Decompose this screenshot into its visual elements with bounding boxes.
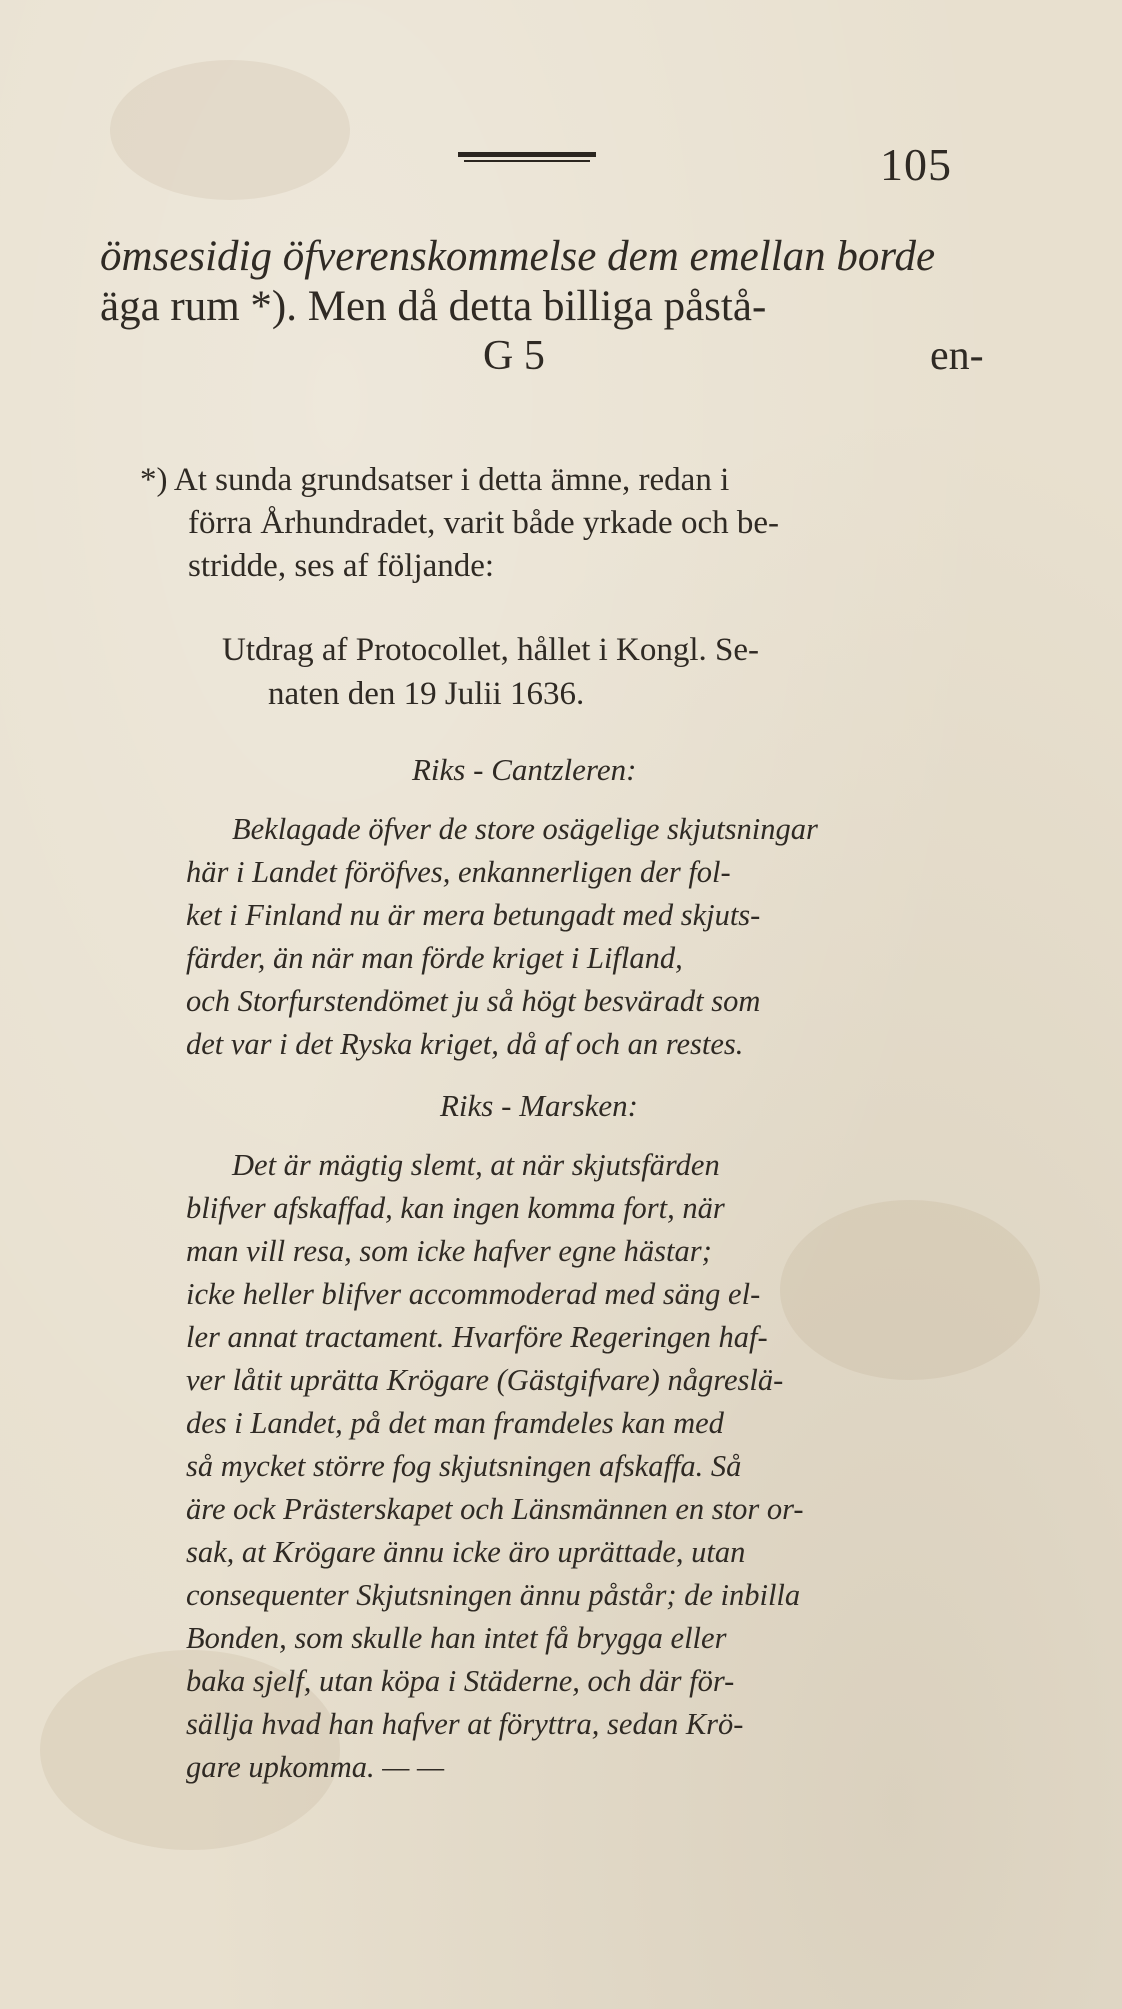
speech-line: det var i det Ryska kriget, då af och an restes. [186,1027,744,1061]
paper-stain [780,1200,1040,1380]
speech-line: färder, än när man förde kriget i Lifland, [186,941,683,975]
speech-line: sak, at Krögare ännu icke äro uprättade, utan [186,1535,746,1569]
speech-line: man vill resa, som icke hafver egne hästar; [186,1234,712,1268]
excerpt-heading-line: Utdrag af Protocollet, hållet i Kongl. Se- [222,632,760,668]
main-text-line: äga rum *). Men då detta billiga påstå- [100,283,767,330]
header-rule-thin [464,160,590,162]
speech-line: Beklagade öfver de store osägelige skjutsningar [232,812,818,846]
speaker-heading: Riks - Marsken: [440,1088,638,1123]
page-number: 105 [880,139,952,190]
speech-line: consequenter Skjutsningen ännu påstår; de inbilla [186,1578,801,1612]
speech-line: des i Landet, på det man framdeles kan med [186,1406,724,1440]
header-rule-thick [458,152,596,157]
speech-line: Det är mägtig slemt, at när skjutsfärden [232,1148,720,1182]
speech-line: och Storfurstendömet ju så högt besväradt som [186,984,761,1018]
speech-line: ket i Finland nu är mera betungadt med skjuts- [186,898,761,932]
speech-line: gare upkomma. — — [186,1750,445,1784]
speaker-heading: Riks - Cantzleren: [412,752,637,787]
speech-line: så mycket större fog skjutsningen afskaffa. Så [186,1449,742,1483]
speech-line: äre ock Prästerskapet och Länsmännen en stor or- [186,1492,804,1526]
speech-line: baka sjelf, utan köpa i Städerne, och där för- [186,1664,735,1698]
speech-line: blifver afskaffad, kan ingen komma fort, när [186,1191,725,1225]
footnote-line: *) At sunda grundsatser i detta ämne, redan i [140,462,730,498]
paper-stain [110,60,350,200]
catchword: en- [930,333,984,379]
signature-mark: G 5 [483,333,545,379]
speech-line: Bonden, som skulle han intet få brygga eller [186,1621,727,1655]
footnote-line: förra Århundradet, varit både yrkade och be- [188,505,779,541]
speech-line: icke heller blifver accommoderad med säng el- [186,1277,761,1311]
main-text-line: ömsesidig öfverenskommelse dem emellan borde [100,233,936,280]
speech-line: här i Landet föröfves, enkannerligen der fol- [186,855,731,889]
excerpt-heading-line: naten den 19 Julii 1636. [268,676,585,712]
speech-line: sällja hvad han hafver at föryttra, sedan Krö- [186,1707,744,1741]
speech-line: ver låtit uprätta Krögare (Gästgifvare) någreslä- [186,1363,784,1397]
header-rule [458,152,596,164]
speech-line: ler annat tractament. Hvarföre Regeringen haf- [186,1320,768,1354]
footnote-line: stridde, ses af följande: [188,548,495,584]
